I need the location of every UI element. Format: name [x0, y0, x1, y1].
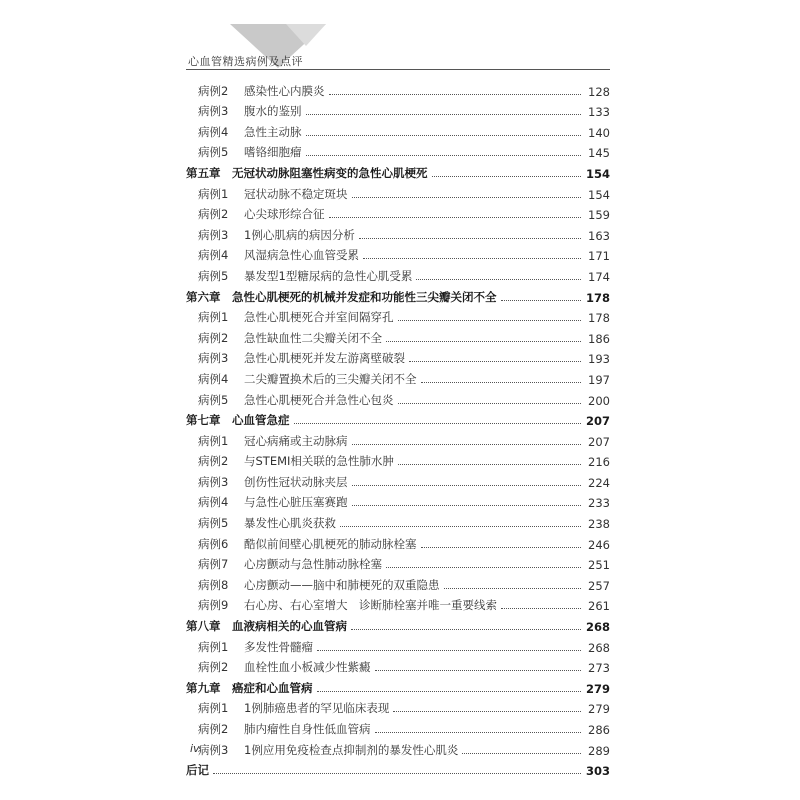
toc-page-number: 273 [588, 661, 610, 676]
toc-entry-label [198, 206, 325, 222]
toc-entry-title: 第六章 急性心肌梗死的机械并发症和功能性三尖瓣关闭不全 [186, 289, 497, 304]
toc-entry-title: 酷似前间壁心肌梗死的肺动脉栓塞 [244, 536, 417, 551]
toc-entry-label [186, 618, 347, 634]
running-title: 心血管精选病例及点评 [188, 55, 303, 68]
toc-entry-title: 急性缺血性二尖瓣关闭不全 [244, 330, 382, 345]
toc-case-entry [186, 510, 610, 531]
toc-case-entry [186, 366, 610, 387]
toc-page-number: 251 [588, 558, 610, 573]
toc-entry-label [198, 659, 371, 675]
toc-entry-label [198, 186, 348, 202]
toc-case-entry [186, 572, 610, 593]
toc-entry-label [198, 144, 302, 160]
dot-leader [375, 732, 582, 733]
toc-entry-title: 暴发型1型糖尿病的急性心肌受累 [244, 268, 413, 283]
toc-entry-title: 第九章 癌症和心血管病 [186, 680, 313, 695]
toc-case-entry [186, 181, 610, 202]
dot-leader [213, 773, 581, 774]
toc-page-number: 268 [588, 640, 610, 655]
toc-entry-label [198, 268, 412, 284]
case-number: 病例1 [198, 639, 229, 654]
case-number: 病例4 [198, 495, 229, 510]
page-number: iv [190, 742, 200, 755]
toc-entry-label [198, 247, 359, 263]
toc-entry-title: 与STEMI相关联的急性肺水肿 [244, 454, 394, 469]
toc-entry-label [198, 700, 389, 716]
case-number: 病例3 [198, 474, 229, 489]
dot-leader [421, 547, 582, 548]
toc-case-entry [186, 202, 610, 223]
toc-entry-label [198, 494, 348, 510]
toc-entry-label [198, 124, 302, 140]
toc-entry-title: 急性心肌梗死合并室间隔穿孔 [244, 310, 394, 325]
toc-entry-label [198, 371, 417, 387]
toc-entry-title: 腹水的鉴别 [244, 104, 302, 119]
toc-entry-label [186, 762, 209, 778]
toc-page-number: 197 [588, 372, 610, 387]
dot-leader [444, 588, 582, 589]
dot-leader [306, 135, 582, 136]
toc-entry-label [198, 577, 440, 593]
toc-entry-label [198, 536, 417, 552]
toc-entry-title: 冠心病痛或主动脉病 [244, 433, 348, 448]
dot-leader [409, 361, 581, 362]
dot-leader [416, 279, 581, 280]
toc-case-entry [186, 140, 610, 161]
toc-case-entry [186, 490, 610, 511]
toc-entry-label [198, 556, 382, 572]
table-of-contents [186, 78, 610, 778]
case-number: 病例5 [198, 392, 229, 407]
toc-case-entry [186, 634, 610, 655]
toc-case-entry [186, 387, 610, 408]
toc-page-number: 200 [588, 393, 610, 408]
case-number: 病例5 [198, 145, 229, 160]
toc-page-number: 186 [588, 331, 610, 346]
toc-case-entry [186, 222, 610, 243]
toc-case-entry [186, 263, 610, 284]
toc-case-entry [186, 325, 610, 346]
toc-page-number: 268 [585, 620, 610, 635]
case-number: 病例6 [198, 536, 229, 551]
dot-leader [363, 258, 581, 259]
toc-page-number: 193 [588, 352, 610, 367]
toc-case-entry [186, 737, 610, 758]
toc-case-entry [186, 119, 610, 140]
dot-leader [306, 155, 582, 156]
dot-leader [375, 670, 582, 671]
toc-entry-label [198, 721, 371, 737]
toc-case-entry [186, 428, 610, 449]
toc-chapter-entry [186, 284, 610, 305]
dot-leader [340, 526, 581, 527]
toc-entry-label [198, 330, 382, 346]
toc-entry-title: 心房颤动与急性肺动脉栓塞 [244, 557, 382, 572]
toc-entry-title: 嗜铬细胞瘤 [244, 145, 302, 160]
dot-leader [352, 485, 582, 486]
case-number: 病例3 [198, 104, 229, 119]
toc-case-entry [186, 305, 610, 326]
toc-entry-title: 第七章 心血管急症 [186, 413, 290, 428]
case-number: 病例5 [198, 516, 229, 531]
case-number: 病例7 [198, 557, 229, 572]
toc-case-entry [186, 716, 610, 737]
toc-entry-title: 冠状动脉不稳定斑块 [244, 186, 348, 201]
toc-entry-title: 1例心肌病的病因分析 [244, 227, 355, 242]
dot-leader [351, 629, 581, 630]
dot-leader [398, 320, 582, 321]
toc-chapter-entry [186, 758, 610, 779]
toc-case-entry [186, 78, 610, 99]
toc-entry-title: 急性心肌梗死并发左游离壁破裂 [244, 351, 405, 366]
toc-page-number: 289 [588, 743, 610, 758]
dot-leader [352, 444, 582, 445]
dot-leader [329, 94, 582, 95]
toc-entry-label [198, 350, 405, 366]
toc-entry-title: 心尖球形综合征 [244, 207, 325, 222]
toc-entry-title: 暴发性心肌炎获救 [244, 516, 336, 531]
toc-entry-title: 心房颤动——脑中和肺梗死的双重隐患 [244, 577, 440, 592]
toc-entry-label [198, 309, 394, 325]
toc-entry-title: 第八章 血液病相关的心血管病 [186, 619, 347, 634]
toc-page-number: 145 [588, 146, 610, 161]
header-decoration-inner [286, 24, 326, 46]
toc-entry-title: 1例应用免疫检查点抑制剂的暴发性心肌炎 [244, 742, 459, 757]
toc-case-entry [186, 696, 610, 717]
toc-page-number: 279 [585, 681, 610, 696]
toc-chapter-entry [186, 613, 610, 634]
toc-case-entry [186, 346, 610, 367]
toc-entry-title: 肺内瘤性自身性低血管病 [244, 722, 371, 736]
toc-entry-title: 与急性心脏压塞赛跑 [244, 495, 348, 510]
case-number: 病例5 [198, 268, 229, 283]
toc-entry-title: 创伤性冠状动脉夹层 [244, 474, 348, 489]
dot-leader [432, 176, 582, 177]
toc-page-number: 224 [588, 475, 610, 490]
toc-entry-label [198, 515, 336, 531]
toc-entry-title: 后记 [186, 763, 209, 778]
toc-entry-label [198, 742, 458, 758]
header-rule [186, 69, 610, 70]
case-number: 病例2 [198, 83, 229, 98]
toc-page-number: 216 [588, 455, 610, 470]
dot-leader [317, 650, 581, 651]
toc-entry-label [198, 83, 325, 99]
dot-leader [352, 505, 582, 506]
toc-entry-title: 感染性心内膜炎 [244, 83, 325, 98]
toc-entry-label [198, 597, 497, 613]
toc-page-number: 133 [588, 105, 610, 120]
toc-entry-label [186, 289, 497, 305]
toc-page-number: 207 [588, 434, 610, 449]
dot-leader [306, 114, 582, 115]
case-number: 病例1 [198, 186, 229, 201]
toc-case-entry [186, 655, 610, 676]
case-number: 病例1 [198, 310, 229, 325]
toc-case-entry [186, 99, 610, 120]
toc-page-number: 303 [585, 764, 610, 779]
toc-entry-title: 风湿病急性心血管受累 [244, 248, 359, 263]
toc-entry-label [198, 433, 348, 449]
toc-entry-label [186, 165, 428, 181]
toc-entry-title: 急性心肌梗死合并急性心包炎 [244, 392, 394, 407]
toc-case-entry [186, 593, 610, 614]
toc-chapter-entry [186, 675, 610, 696]
toc-entry-title: 血栓性血小板减少性紫癜 [244, 660, 371, 675]
toc-page-number: 140 [588, 125, 610, 140]
toc-page-number: 261 [588, 599, 610, 614]
case-number: 病例1 [198, 701, 229, 716]
case-number: 病例2 [198, 207, 229, 222]
toc-case-entry [186, 449, 610, 470]
dot-leader [329, 217, 582, 218]
toc-case-entry [186, 531, 610, 552]
toc-entry-title: 二尖瓣置换术后的三尖瓣关闭不全 [244, 371, 417, 386]
case-number: 病例8 [198, 577, 229, 592]
case-number: 病例2 [198, 722, 229, 736]
toc-entry-title: 右心房、右心室增大 诊断肺栓塞并唯一重要线索 [244, 598, 497, 613]
toc-entry-label [198, 103, 302, 119]
toc-page-number: 178 [585, 290, 610, 305]
dot-leader [359, 238, 581, 239]
toc-page-number: 207 [585, 414, 610, 429]
toc-entry-title: 第五章 无冠状动脉阻塞性病变的急性心肌梗死 [186, 165, 428, 180]
case-number: 病例4 [198, 248, 229, 263]
toc-entry-label [198, 453, 394, 469]
toc-entry-label [198, 227, 355, 243]
toc-chapter-entry [186, 160, 610, 181]
toc-entry-title: 急性主动脉 [244, 124, 302, 139]
dot-leader [462, 753, 581, 754]
case-number: 病例1 [198, 433, 229, 448]
toc-entry-title: 多发性骨髓瘤 [244, 639, 313, 654]
toc-page-number: 163 [588, 228, 610, 243]
dot-leader [421, 382, 582, 383]
toc-case-entry [186, 243, 610, 264]
toc-page-number: 257 [588, 578, 610, 593]
toc-entry-label [186, 680, 313, 696]
toc-page-number: 159 [588, 208, 610, 223]
dot-leader [386, 341, 581, 342]
toc-entry-label [198, 392, 394, 408]
dot-leader [294, 423, 582, 424]
toc-page-number: 154 [588, 187, 610, 202]
case-number: 病例2 [198, 330, 229, 345]
toc-page-number: 279 [588, 702, 610, 717]
toc-page-number: 233 [588, 496, 610, 511]
toc-chapter-entry [186, 408, 610, 429]
toc-page-number: 128 [588, 84, 610, 99]
case-number: 病例4 [198, 124, 229, 139]
case-number: 病例9 [198, 598, 229, 613]
dot-leader [393, 711, 581, 712]
toc-entry-title: 1例肺癌患者的罕见临床表现 [244, 701, 390, 716]
case-number: 病例2 [198, 660, 229, 675]
case-number: 病例2 [198, 454, 229, 469]
toc-page-number: 238 [588, 517, 610, 532]
case-number: 病例3 [198, 227, 229, 242]
toc-page-number: 246 [588, 537, 610, 552]
dot-leader [398, 403, 582, 404]
toc-page-number: 154 [585, 166, 610, 181]
case-number: 病例4 [198, 371, 229, 386]
case-number: 病例3 [198, 742, 229, 757]
dot-leader [317, 691, 582, 692]
toc-entry-label [186, 412, 290, 428]
toc-page-number: 178 [588, 311, 610, 326]
toc-entry-label [198, 639, 313, 655]
toc-page-number: 286 [588, 723, 610, 737]
dot-leader [352, 197, 582, 198]
dot-leader [501, 608, 581, 609]
toc-case-entry [186, 552, 610, 573]
toc-page-number: 174 [588, 269, 610, 284]
dot-leader [501, 300, 582, 301]
case-number: 病例3 [198, 351, 229, 366]
toc-page-number: 171 [588, 249, 610, 264]
toc-entry-label [198, 474, 348, 490]
dot-leader [398, 464, 581, 465]
dot-leader [386, 567, 581, 568]
toc-case-entry [186, 469, 610, 490]
